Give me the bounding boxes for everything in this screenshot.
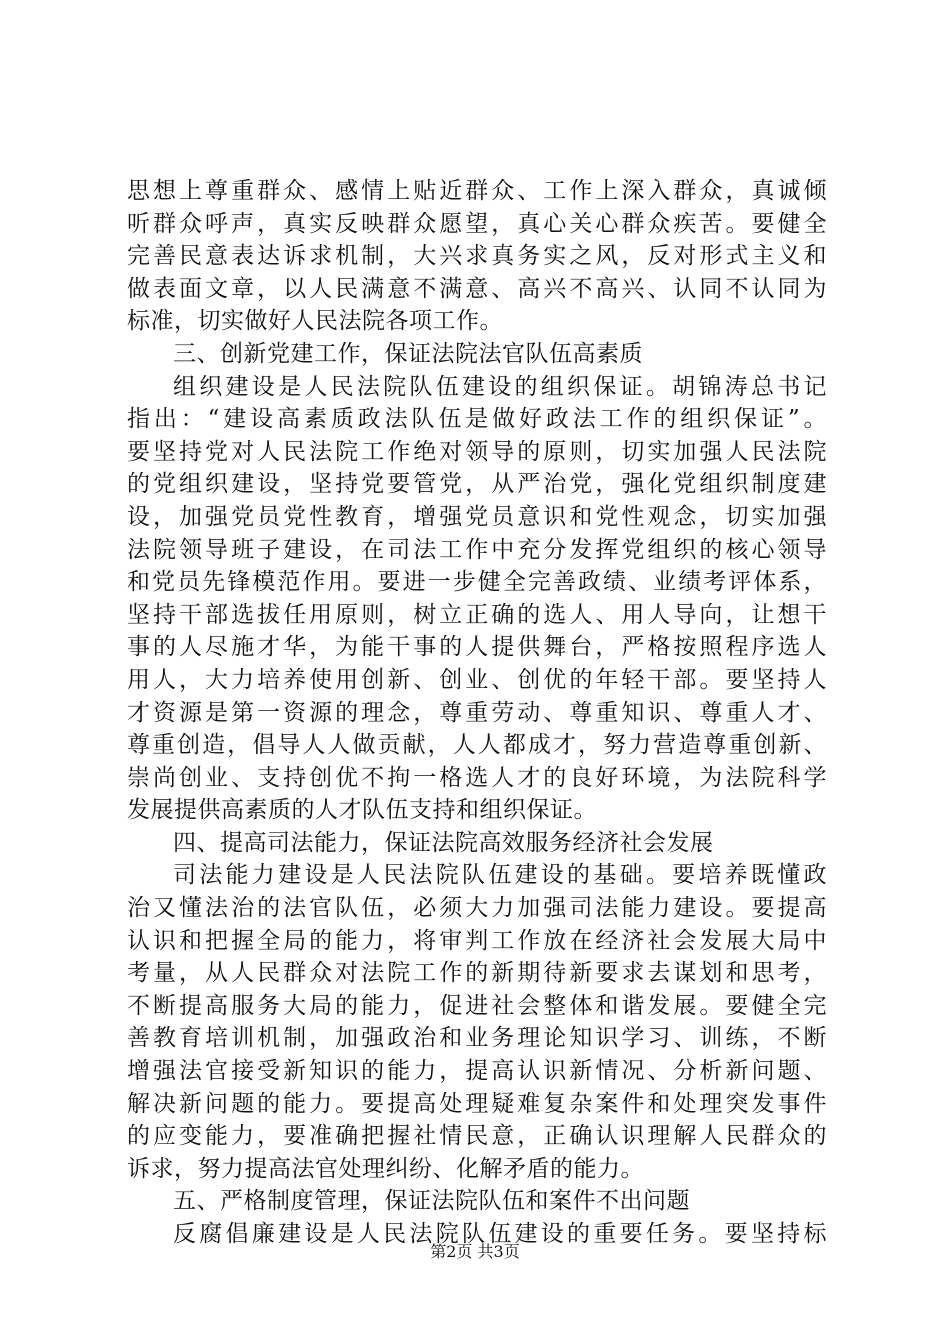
- text-line: 诉求，努力提高法官处理纠纷、化解矛盾的能力。: [127, 1155, 644, 1182]
- text-line: 用人，大力培养使用创新、创业、创优的年轻干部。要坚持人: [127, 666, 827, 693]
- section-heading: 四、提高司法能力，保证法院高效服务经济社会发展: [173, 829, 714, 856]
- text-line: 反腐倡廉建设是人民法院队伍建设的重要任务。要坚持标: [173, 1221, 827, 1247]
- text-line: 司法能力建设是人民法院队伍建设的基础。要培养既懂政: [173, 862, 827, 889]
- text-line: 做表面文章，以人民满意不满意、高兴不高兴、认同不认同为: [127, 275, 827, 302]
- text-line: 发展提供高素质的人才队伍支持和组织保证。: [127, 797, 597, 824]
- text-line: 要坚持党对人民法院工作绝对领导的原则，切实加强人民法院: [127, 438, 827, 465]
- text-line: 治又懂法治的法官队伍，必须大力加强司法能力建设。要提高: [127, 895, 827, 922]
- text-line: 设，加强党员党性教育，增强党员意识和党性观念，切实加强: [127, 503, 827, 530]
- text-line: 的应变能力，要准确把握社情民意，正确认识理解人民群众的: [127, 1123, 827, 1150]
- page-footer: 第2页 共3页: [430, 1242, 520, 1261]
- text-line: 解决新问题的能力。要提高处理疑难复杂案件和处理突发事件: [127, 1090, 827, 1117]
- text-line: 听群众呼声，真实反映群众愿望，真心关心群众疾苦。要健全: [127, 210, 827, 237]
- text-line: 标准，切实做好人民法院各项工作。: [127, 308, 503, 335]
- text-line: 认识和把握全局的能力，将审判工作放在经济社会发展大局中: [127, 927, 827, 954]
- text-line: 才资源是第一资源的理念，尊重劳动、尊重知识、尊重人才、: [127, 699, 827, 726]
- document-body: [127, 175, 827, 1251]
- text-line: 崇尚创业、支持创优不拘一格选人才的良好环境，为法院科学: [127, 764, 827, 791]
- text-line: 尊重创造，倡导人人做贡献，人人都成才，努力营造尊重创新、: [127, 732, 827, 759]
- text-line: 组织建设是人民法院队伍建设的组织保证。胡锦涛总书记: [173, 373, 827, 400]
- text-line: 指出：“建设高素质政法队伍是做好政法工作的组织保证”。: [127, 406, 827, 433]
- text-line: 完善民意表达诉求机制，大兴求真务实之风，反对形式主义和: [127, 243, 827, 270]
- text-line: 增强法官接受新知识的能力，提高认识新情况、分析新问题、: [127, 1058, 827, 1085]
- text-line: 善教育培训机制，加强政治和业务理论知识学习、训练，不断: [127, 1025, 827, 1052]
- text-line: 法院领导班子建设，在司法工作中充分发挥党组织的核心领导: [127, 536, 827, 563]
- text-line: 和党员先锋模范作用。要进一步健全完善政绩、业绩考评体系，: [127, 569, 827, 596]
- text-line: 事的人尽施才华，为能干事的人提供舞台，严格按照程序选人: [127, 634, 827, 661]
- section-heading: 三、创新党建工作，保证法院法官队伍高素质: [173, 340, 643, 367]
- text-line: 的党组织建设，坚持党要管党，从严治党，强化党组织制度建: [127, 471, 827, 498]
- text-line: 坚持干部选拔任用原则，树立正确的选人、用人导向，让想干: [127, 601, 827, 628]
- text-line: 考量，从人民群众对法院工作的新期待新要求去谋划和思考，: [127, 960, 827, 987]
- section-heading: 五、严格制度管理，保证法院队伍和案件不出问题: [173, 1188, 690, 1215]
- text-line: 思想上尊重群众、感情上贴近群众、工作上深入群众，真诚倾: [127, 178, 827, 204]
- text-line: 不断提高服务大局的能力，促进社会整体和谐发展。要健全完: [127, 992, 827, 1019]
